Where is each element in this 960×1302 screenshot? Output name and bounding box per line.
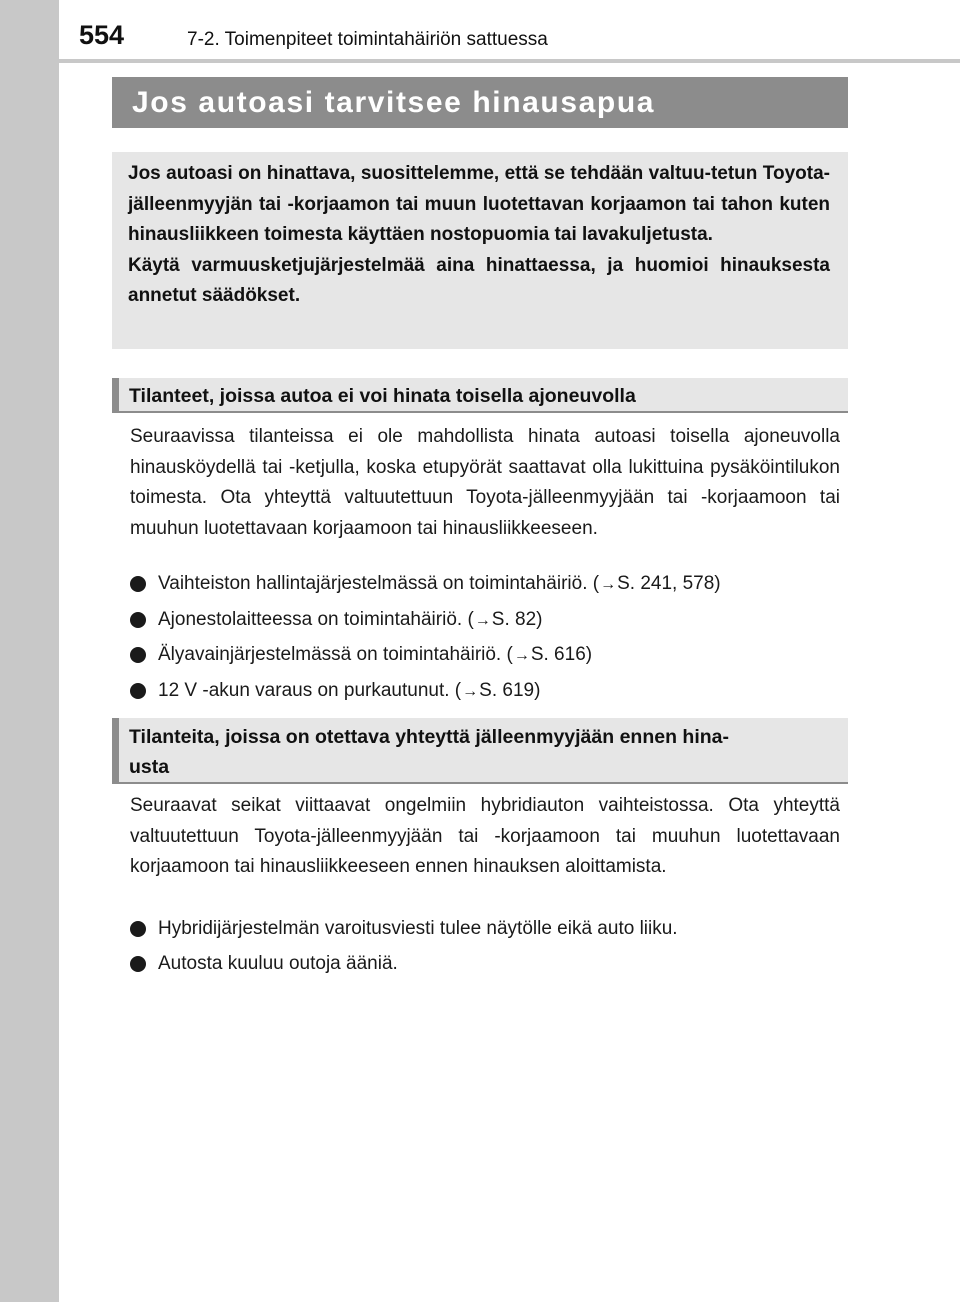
bullet-dot-icon [130,956,146,972]
subsection-2-heading-box [112,718,848,784]
chapter-title: 7-2. Toimenpiteet toimintahäiriön sattuessa [187,29,548,50]
subsection-1-heading-box [112,378,848,413]
list-item: Ajonestolaitteessa on toimintahäiriö. (→S. 82) [130,603,850,639]
page-header [59,0,960,60]
arrow-right-icon: → [462,682,479,700]
subsection-1-body: Seuraavissa tilanteissa ei ole mahdollista hinata autoasi toisella ajoneuvolla hinausköydellä tai -ketjulla, koska etupyörät saattavat olla lukittuina pysäköintilukon toimesta. Ota yhteyttä valtuutettuun Toyota-jälleenmyyjään tai -korjaamoon tai muuhun luotettavaan korjaamoon tai hinausliikkeeseen. [130,426,840,539]
arrow-right-icon: → [600,576,617,593]
list-item: Älyavainjärjestelmässä on toimintahäiriö. (→S. 616) [130,638,850,674]
list-item: Autosta kuuluu outoja ääniä. [130,947,850,982]
page-edge-band [0,0,59,1302]
subsection-2-heading-line-2: usta [129,756,170,778]
header-rule [59,59,960,63]
page-reference: S. 241, 578) [617,573,721,594]
bullet-dot-icon [130,612,146,628]
page-reference: S. 616) [530,644,593,665]
intro-box [112,152,848,349]
page-number: 554 [79,20,125,50]
subsection-1-heading: Tilanteet, joissa autoa ei voi hinata toisella ajoneuvolla [129,385,636,407]
subsection-2-heading-line-1: Tilanteita, joissa on otettava yhteyttä jälleenmyyjään ennen hina- [129,726,729,748]
intro-paragraph-2: Käytä varmuusketjujärjestelmää aina hinattaessa, ja huomioi hinauksesta annetut säädökset. [128,254,830,306]
bullet-dot-icon [130,576,146,592]
page-reference: S. 619) [479,679,541,701]
arrow-right-icon: → [474,611,491,629]
list-item: 12 V -akun varaus on purkautunut. (→S. 619) [130,674,850,710]
subsection-2-bullet-list [130,912,850,981]
page-reference: S. 82) [491,608,543,630]
bullet-dot-icon [130,683,146,699]
list-item: Hybridijärjestelmän varoitusviesti tulee näytölle eikä auto liiku. [130,912,850,947]
intro-paragraph-1: Jos autoasi on hinattava, suosittelemme, että se tehdään valtuu-tetun Toyota-jälleenmyyjän tai -korjaamon tai muun luotettavan korjaamon tai tahon kuten hinausliikkeen toimesta käyttäen nostopuomia tai lavakuljetusta. [128,163,830,245]
section-title: Jos autoasi tarvitsee hinausapua [132,86,656,119]
list-item: Vaihteiston hallintajärjestelmässä on toimintahäiriö. (→S. 241, 578) [130,567,850,603]
section-title-bar [112,77,848,128]
subsection-1-bullet-list [130,567,850,709]
bullet-dot-icon [130,647,146,663]
arrow-right-icon: → [513,647,530,664]
subsection-2-body: Seuraavat seikat viittaavat ongelmiin hybridiauton vaihteistossa. Ota yhteyttä valtuutettuun Toyota-jälleenmyyjään tai -korjaamoon tai muuhun luotettavaan korjaamoon tai hinausliikkeeseen ennen hinauksen aloittamista. [130,795,840,877]
bullet-dot-icon [130,921,146,937]
